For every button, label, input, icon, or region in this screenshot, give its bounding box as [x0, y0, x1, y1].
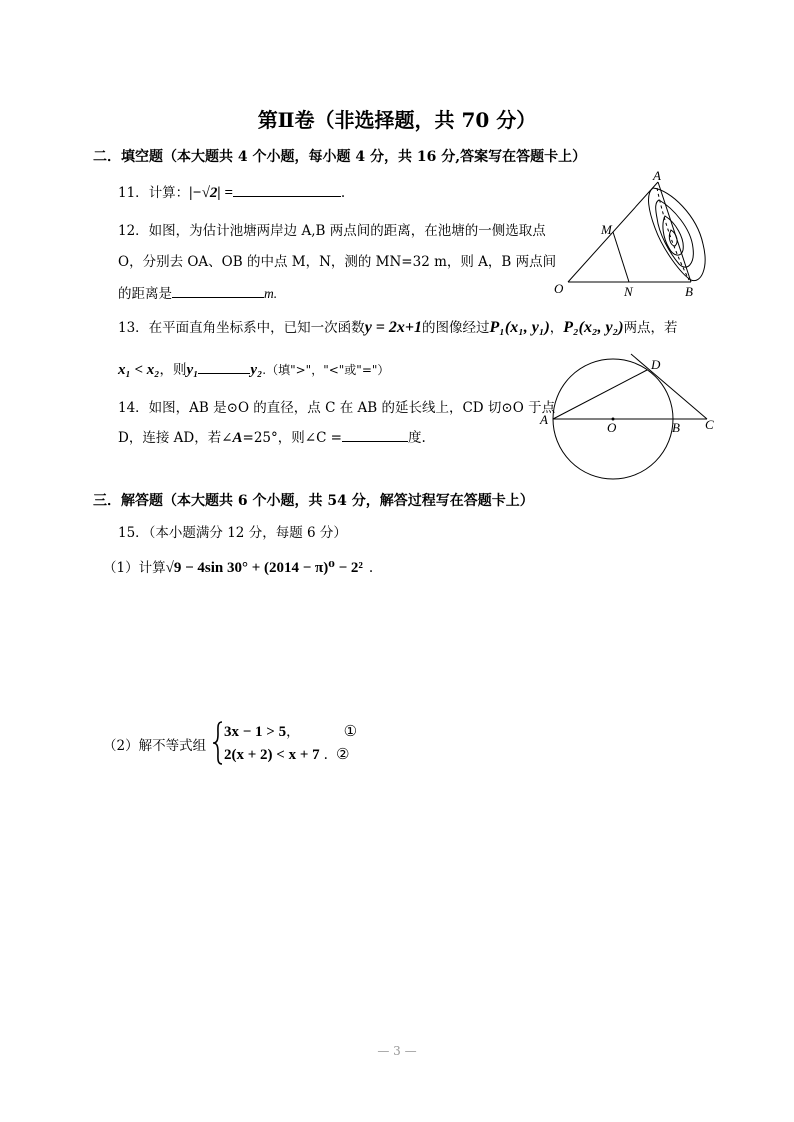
- inequality-1: [224, 720, 357, 741]
- q11-end: .: [340, 185, 346, 201]
- line-MN: [613, 232, 629, 282]
- q11-answer-blank: [233, 184, 341, 197]
- q14-angle-A: A: [232, 430, 243, 446]
- q12-answer-blank: [172, 285, 264, 298]
- mark-2: ②: [335, 745, 350, 763]
- question-15: 15．（本小题满分 12 分，每题 6 分）: [118, 525, 347, 541]
- q13-point-p2: P₂(x₂, y₂): [563, 319, 624, 336]
- q13-condition: x₁ < x₂: [118, 362, 160, 378]
- q13-text3: 两点，若: [623, 320, 678, 336]
- q14-line2: [118, 426, 426, 447]
- inequality-2-expr: 2(x + 2) < x + 7: [224, 747, 320, 763]
- page-number: — 3 —: [377, 1044, 417, 1058]
- q12-line3: [118, 282, 277, 302]
- section-heading-fill-in: 二．填空题（本大题共 4 个小题，每小题 4 分，共 16 分,答案写在答题卡上）: [93, 149, 587, 165]
- mark-1: ①: [343, 722, 358, 740]
- inequality-1-expr: 3x − 1 > 5: [224, 724, 287, 740]
- q14-line1: 14．如图，AB 是⊙O 的直径，点 C 在 AB 的延长线上，CD 切⊙O 于点: [118, 400, 556, 416]
- section-heading-solve: 三．解答题（本大题共 6 个小题，共 54 分，解答过程写在答题卡上）: [93, 493, 534, 509]
- circle-figure: [535, 352, 725, 482]
- inequality-2-end: .: [323, 747, 328, 763]
- q12-line1: 12．如图，为估计池塘两岸边 A,B 两点间的距离，在池塘的一侧选取点: [118, 223, 546, 239]
- pond-outline-center: [669, 230, 677, 246]
- q15-part1-expression: √9 − 4sin 30° + (2014 − π)⁰ − 2²: [165, 560, 363, 576]
- inequality-2: [224, 744, 349, 764]
- label-A: A: [540, 412, 548, 427]
- pond-figure: [545, 168, 715, 303]
- q12-unit: m.: [264, 286, 278, 301]
- q13-text4: ，则: [159, 362, 187, 378]
- q13-line2: [118, 358, 389, 379]
- label-B: B: [685, 284, 693, 299]
- q11-text: 计算：: [148, 185, 190, 201]
- left-brace-icon: [212, 720, 224, 766]
- q15-part2-label: （2）解不等式组: [103, 738, 207, 754]
- page-title: 第Ⅱ卷（非选择题，共 70 分）: [257, 108, 537, 132]
- label-B: B: [672, 420, 680, 435]
- q14-text1: D，连接 AD，若∠: [118, 430, 233, 446]
- q13-y1: y₁: [186, 362, 199, 378]
- q12-line3-text: 的距离是: [118, 286, 172, 302]
- line-AD: [553, 370, 647, 419]
- q13-function: y = 2x+1: [364, 319, 423, 336]
- label-C: C: [705, 417, 714, 432]
- label-A: A: [653, 168, 661, 183]
- label-M: M: [601, 222, 612, 237]
- q11-expression: |−√2| =: [189, 185, 233, 201]
- q15-part1-label: （1）计算: [103, 560, 166, 576]
- q12-line2: O，分别去 OA、OB 的中点 M，N，测的 MN=32 m，则 A，B 两点间: [118, 254, 557, 270]
- q13-y2: y₂: [250, 362, 263, 378]
- q13-line1: [118, 316, 678, 337]
- q14-answer-blank: [342, 429, 408, 442]
- tangent-CD: [631, 354, 707, 419]
- label-N: N: [624, 284, 633, 299]
- q13-point-p1: P₁(x₁, y₁): [489, 319, 550, 336]
- q13-answer-blank: [198, 361, 250, 374]
- q14-text3: 度.: [408, 430, 426, 446]
- q15-part1: [103, 556, 373, 577]
- q13-separator: ，: [549, 320, 564, 336]
- question-11: [118, 181, 345, 202]
- label-D: D: [651, 357, 661, 372]
- inequality-1-end: ，: [286, 724, 300, 740]
- label-O: O: [554, 281, 564, 296]
- q13-text2: 的图像经过: [422, 320, 490, 336]
- q14-text2: =25°，则∠C =: [242, 430, 342, 446]
- label-O: O: [607, 420, 617, 435]
- q13-hint: .（填">"，"<"或"="）: [262, 363, 390, 377]
- q15-part1-end: .: [368, 560, 374, 576]
- q13-text1: 13．在平面直角坐标系中，已知一次函数: [118, 320, 365, 336]
- q11-number: 11．: [118, 185, 149, 201]
